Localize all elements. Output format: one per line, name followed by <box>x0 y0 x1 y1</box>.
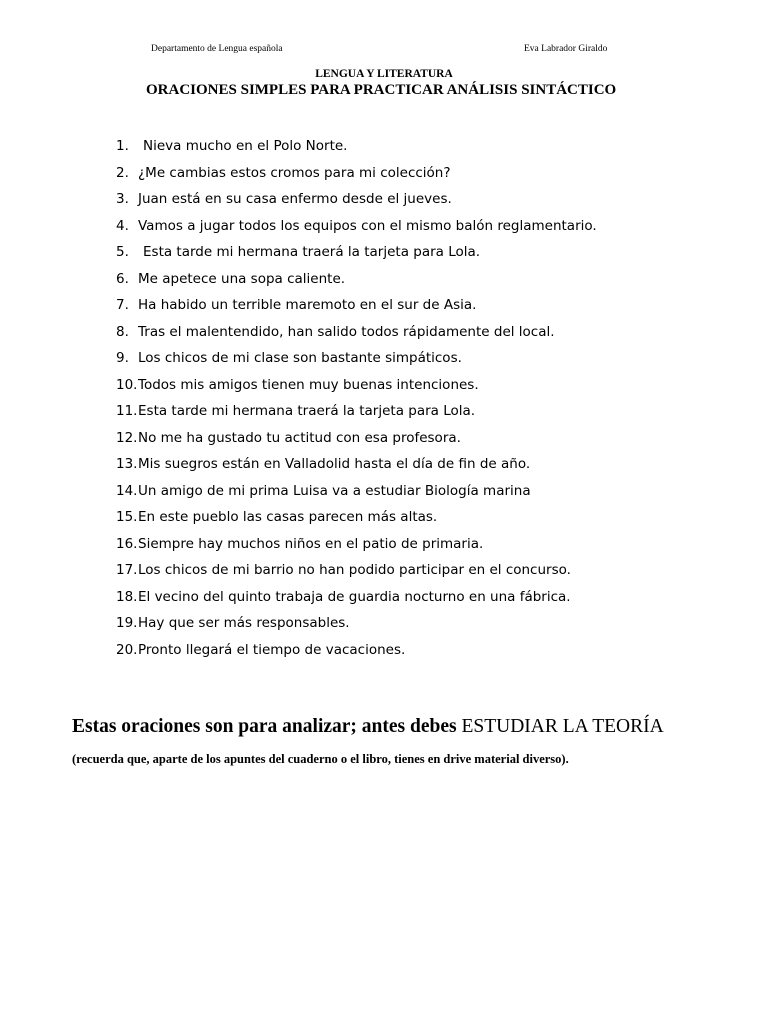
sentence-text: Hay que ser más responsables. <box>138 615 350 631</box>
sentence-number: 9. <box>116 350 129 366</box>
sentence-number: 11. <box>116 403 138 419</box>
sentence-text: Un amigo de mi prima Luisa va a estudiar Biología marina <box>138 482 531 499</box>
sentence-number: 18. <box>116 588 138 605</box>
sentence-text: Los chicos de mi barrio no han podido participar en el concurso. <box>138 562 571 578</box>
sentence-number: 17. <box>116 562 138 578</box>
header-author: Eva Labrador Giraldo <box>524 44 608 54</box>
sentence-text: ¿Me cambias estos cromos para mi colección? <box>138 164 451 181</box>
sentence-text: No me ha gustado tu actitud con esa profesora. <box>138 429 461 446</box>
sentence-text: En este pueblo las casas parecen más altas. <box>138 509 438 525</box>
sentence-text: Tras el malentendido, han salido todos rápidamente del local. <box>138 323 555 340</box>
header-department: Departamento de Lengua española <box>151 44 283 54</box>
sentence-number: 20. <box>116 641 138 658</box>
page-title: ORACIONES SIMPLES PARA PRACTICAR ANÁLISIS SINTÁCTICO <box>146 82 617 98</box>
sentence-number: 19. <box>116 615 138 631</box>
sentence-text: Siempre hay muchos niños en el patio de primaria. <box>138 535 484 552</box>
sentence-text: Ha habido un terrible maremoto en el sur de Asia. <box>138 297 477 313</box>
sentence-text: Esta tarde mi hermana traerá la tarjeta para Lola. <box>138 403 476 419</box>
sentence-number: 10. <box>116 376 138 393</box>
footer-instruction-lead: Estas oraciones son para analizar; antes debes <box>72 716 457 737</box>
sentence-text: Juan está en su casa enfermo desde el jueves. <box>138 191 452 207</box>
footer-note: (recuerda que, aparte de los apuntes del cuaderno o el libro, tienes en drive material diverso). <box>72 752 569 766</box>
sentence-text: Mis suegros están en Valladolid hasta el día de fin de año. <box>138 456 531 472</box>
sentence-number: 15. <box>116 509 138 525</box>
footer-instruction <box>72 716 664 738</box>
sentence-text: Todos mis amigos tienen muy buenas intenciones. <box>138 376 479 393</box>
sentence-text: Vamos a jugar todos los equipos con el mismo balón reglamentario. <box>138 217 597 234</box>
sentence-number: 16. <box>116 535 138 552</box>
sentence-number: 1. <box>116 138 129 154</box>
sentence-number: 4. <box>116 217 129 234</box>
sentence-number: 3. <box>116 191 129 207</box>
sentence-number: 6. <box>116 270 129 287</box>
sentence-text: Pronto llegará el tiempo de vacaciones. <box>138 641 406 658</box>
sentence-text: Me apetece una sopa caliente. <box>138 270 346 287</box>
sentence-text: Los chicos de mi clase son bastante simpáticos. <box>138 350 462 366</box>
sentence-number: 5. <box>116 244 129 260</box>
sentence-text: Nieva mucho en el Polo Norte. <box>143 138 348 154</box>
footer-instruction-emphasis: ESTUDIAR LA TEORÍA <box>461 716 664 737</box>
sentence-number: 13. <box>116 456 138 472</box>
sentence-number: 2. <box>116 164 129 181</box>
sentence-number: 7. <box>116 297 129 313</box>
sentence-text: El vecino del quinto trabaja de guardia nocturno en una fábrica. <box>138 588 571 605</box>
sentence-number: 8. <box>116 323 129 340</box>
sentence-number: 12. <box>116 429 138 446</box>
sentence-number: 14. <box>116 482 138 499</box>
sentence-text: Esta tarde mi hermana traerá la tarjeta para Lola. <box>143 244 481 260</box>
subject-title: LENGUA Y LITERATURA <box>315 68 453 80</box>
